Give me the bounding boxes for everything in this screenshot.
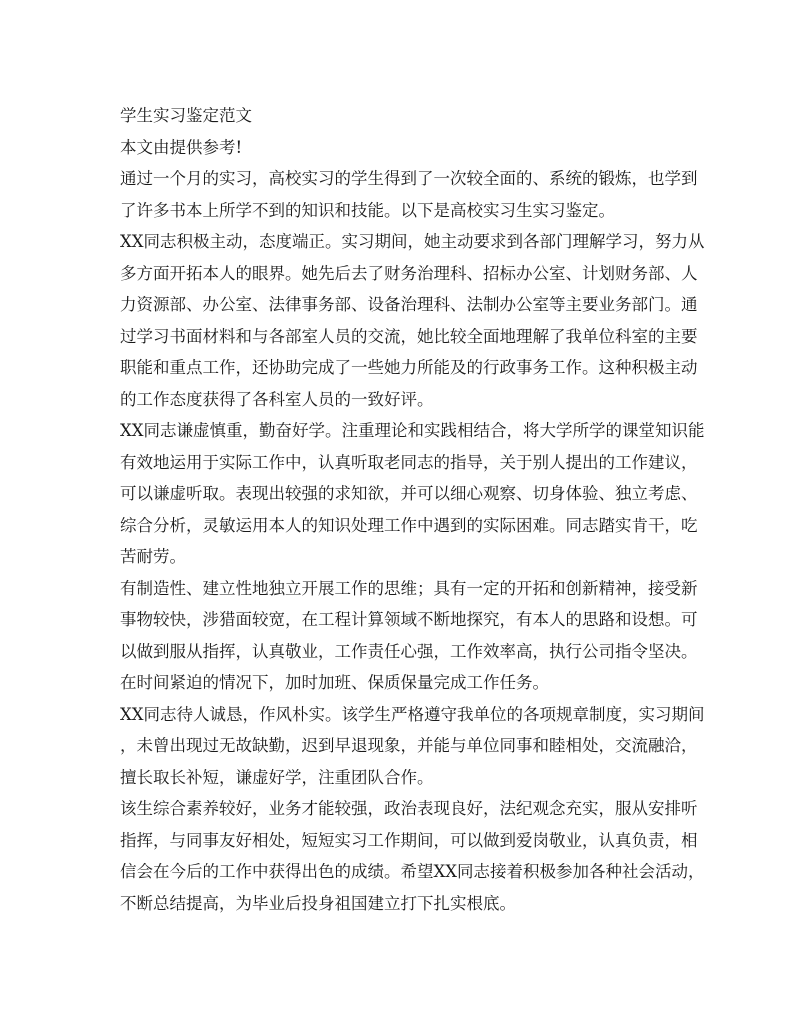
paragraph-line: XX同志待人诚恳，作风朴实。该学生严格遵守我单位的各项规章制度，实习期间 — [120, 704, 705, 724]
document-title: 学生实习鉴定范文 — [120, 106, 252, 125]
document-subtitle: 本文由提供参考! — [120, 137, 243, 157]
paragraph-line: 综合分析，灵敏运用本人的知识处理工作中遇到的实际困难。同志踏实肯干，吃 — [120, 515, 698, 535]
paragraph-3 — [120, 415, 705, 573]
paragraph-line: 不断总结提高，为毕业后投身祖国建立打下扎实根底。 — [120, 893, 516, 913]
paragraph-line: 力资源部、办公室、法律事务部、设备治理科、法制办公室等主要业务部门。通 — [120, 295, 698, 314]
paragraph-line: 指挥，与同事友好相处，短短实习工作期间，可以做到爱岗敬业，认真负责，相 — [120, 830, 698, 850]
paragraph-line: 了许多书本上所学不到的知识和技能。以下是高校实习生实习鉴定。 — [120, 200, 615, 220]
document-body — [120, 100, 705, 919]
paragraph-line: 有制造性、建立性地独立开展工作的思维；具有一定的开拓和创新精神，接受新 — [120, 578, 698, 598]
paragraph-line: 事物较快，涉猎面较宽，在工程计算领域不断地探究，有本人的思路和设想。可 — [120, 610, 698, 629]
paragraph-line: 该生综合素养较好，业务才能较强，政治表现良好，法纪观念充实，服从安排听 — [120, 799, 698, 818]
paragraph-line: 苦耐劳。 — [120, 547, 186, 566]
paragraph-5 — [120, 699, 705, 794]
paragraph-line: 可以谦虚听取。表现出较强的求知欲，并可以细心观察、切身体验、独立考虑、 — [120, 484, 698, 503]
paragraph-line: ，未曾出现过无故缺勤，迟到早退现象，并能与单位同事和睦相处，交流融洽， — [120, 736, 698, 755]
paragraph-line: 有效地运用于实际工作中，认真听取老同志的指导，关于别人提出的工作建议， — [120, 452, 698, 472]
paragraph-line: XX同志谦虚慎重，勤奋好学。注重理论和实践相结合，将大学所学的课堂知识能 — [120, 421, 705, 440]
paragraph-line: 擅长取长补短，谦虚好学，注重团队合作。 — [120, 767, 434, 787]
paragraph-line: 过学习书面材料和与各部室人员的交流，她比较全面地理解了我单位科室的主要 — [120, 326, 698, 346]
paragraph-line: 信会在今后的工作中获得出色的成绩。希望XX同志接着积极参加各种社会活动， — [120, 862, 705, 881]
paragraph-line: XX同志积极主动，态度端正。实习期间，她主动要求到各部门理解学习，努力从 — [120, 232, 705, 251]
paragraph-line: 通过一个月的实习，高校实习的学生得到了一次较全面的、系统的锻炼，也学到 — [120, 169, 698, 188]
paragraph-line: 多方面开拓本人的眼界。她先后去了财务治理科、招标办公室、计划财务部、人 — [120, 263, 698, 283]
paragraph-line: 以做到服从指挥，认真敬业，工作责任心强，工作效率高，执行公司指令坚决。 — [120, 641, 698, 661]
paragraph-4 — [120, 573, 698, 699]
paragraph-line: 职能和重点工作，还协助完成了一些她力所能及的行政事务工作。这种积极主动 — [120, 358, 698, 377]
paragraph-1 — [120, 163, 698, 226]
paragraph-line: 在时间紧迫的情况下，加时加班、保质保量完成工作任务。 — [120, 673, 549, 692]
paragraph-line: 的工作态度获得了各科室人员的一致好评。 — [120, 389, 434, 409]
paragraph-6 — [120, 793, 705, 919]
paragraph-2 — [120, 226, 705, 415]
